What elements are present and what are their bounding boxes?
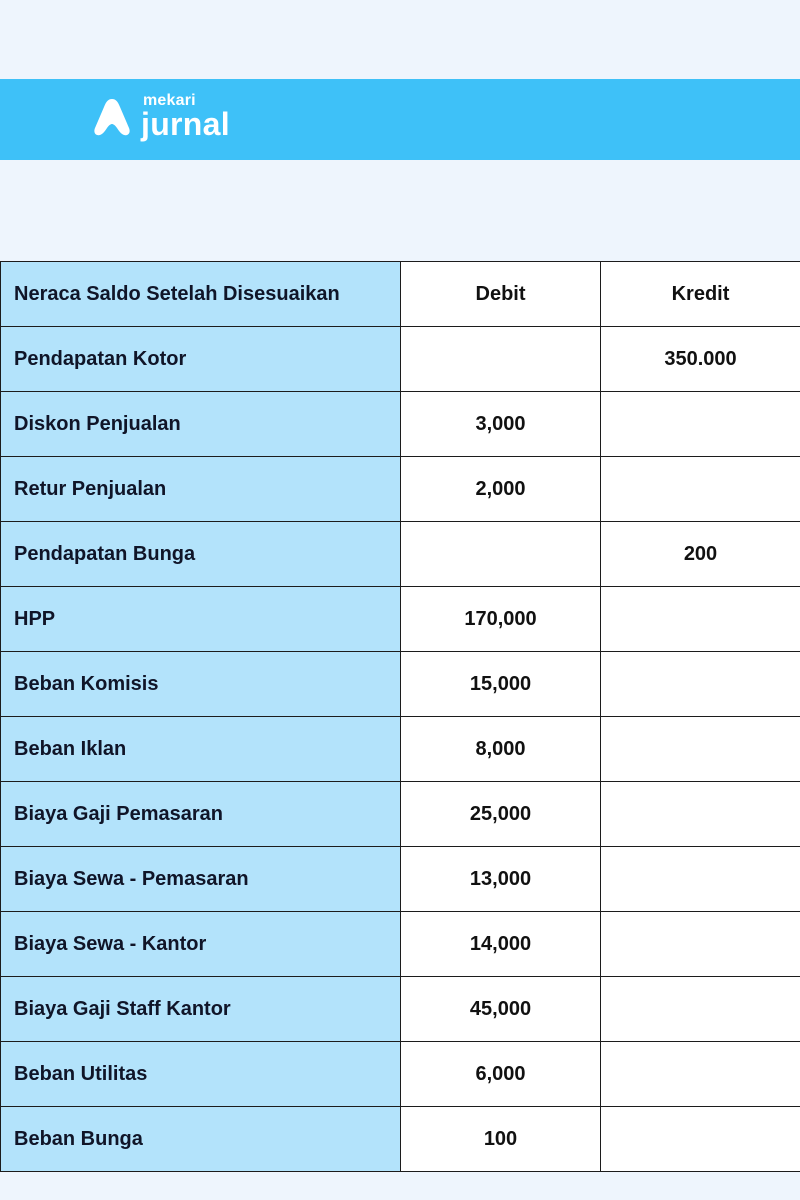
account-cell: Diskon Penjualan	[1, 392, 401, 457]
table-row	[1, 587, 800, 652]
table-row	[1, 847, 800, 912]
header-account: Neraca Saldo Setelah Disesuaikan	[1, 262, 401, 327]
table-row	[1, 782, 800, 847]
table-row	[1, 457, 800, 522]
kredit-cell	[601, 392, 800, 457]
kredit-cell	[601, 587, 800, 652]
kredit-cell	[601, 847, 800, 912]
account-cell: Retur Penjualan	[1, 457, 401, 522]
account-cell: HPP	[1, 587, 401, 652]
kredit-cell: 200	[601, 522, 800, 587]
kredit-cell	[601, 1107, 800, 1172]
kredit-cell	[601, 912, 800, 977]
debit-cell: 25,000	[401, 782, 601, 847]
debit-cell: 2,000	[401, 457, 601, 522]
brand-small-text: mekari	[143, 92, 196, 109]
kredit-cell	[601, 717, 800, 782]
table-row	[1, 717, 800, 782]
account-cell: Biaya Sewa - Pemasaran	[1, 847, 401, 912]
debit-cell: 3,000	[401, 392, 601, 457]
table-row	[1, 1107, 800, 1172]
kredit-cell: 350.000	[601, 327, 800, 392]
debit-cell	[401, 522, 601, 587]
table-header-row	[1, 262, 800, 327]
table-row	[1, 1042, 800, 1107]
trial-balance-table	[0, 261, 800, 1172]
account-cell: Beban Utilitas	[1, 1042, 401, 1107]
table-row	[1, 522, 800, 587]
debit-cell: 15,000	[401, 652, 601, 717]
kredit-cell	[601, 652, 800, 717]
table-row	[1, 392, 800, 457]
brand-big-text: jurnal	[141, 106, 230, 142]
table-row	[1, 912, 800, 977]
debit-cell: 6,000	[401, 1042, 601, 1107]
header-debit: Debit	[401, 262, 601, 327]
mekari-jurnal-logo	[93, 93, 230, 140]
account-cell: Biaya Gaji Staff Kantor	[1, 977, 401, 1042]
account-cell: Pendapatan Bunga	[1, 522, 401, 587]
account-cell: Beban Komisis	[1, 652, 401, 717]
account-cell: Beban Iklan	[1, 717, 401, 782]
debit-cell: 45,000	[401, 977, 601, 1042]
kredit-cell	[601, 1042, 800, 1107]
table-row	[1, 327, 800, 392]
debit-cell: 13,000	[401, 847, 601, 912]
account-cell: Pendapatan Kotor	[1, 327, 401, 392]
brand-banner	[0, 79, 800, 160]
table-row	[1, 652, 800, 717]
debit-cell	[401, 327, 601, 392]
header-kredit: Kredit	[601, 262, 800, 327]
debit-cell: 14,000	[401, 912, 601, 977]
mekari-logo-icon	[93, 97, 131, 137]
account-cell: Beban Bunga	[1, 1107, 401, 1172]
table-row	[1, 977, 800, 1042]
account-cell: Biaya Sewa - Kantor	[1, 912, 401, 977]
debit-cell: 100	[401, 1107, 601, 1172]
kredit-cell	[601, 977, 800, 1042]
kredit-cell	[601, 457, 800, 522]
debit-cell: 170,000	[401, 587, 601, 652]
account-cell: Biaya Gaji Pemasaran	[1, 782, 401, 847]
kredit-cell	[601, 782, 800, 847]
trial-balance-table-container	[0, 261, 800, 1172]
debit-cell: 8,000	[401, 717, 601, 782]
